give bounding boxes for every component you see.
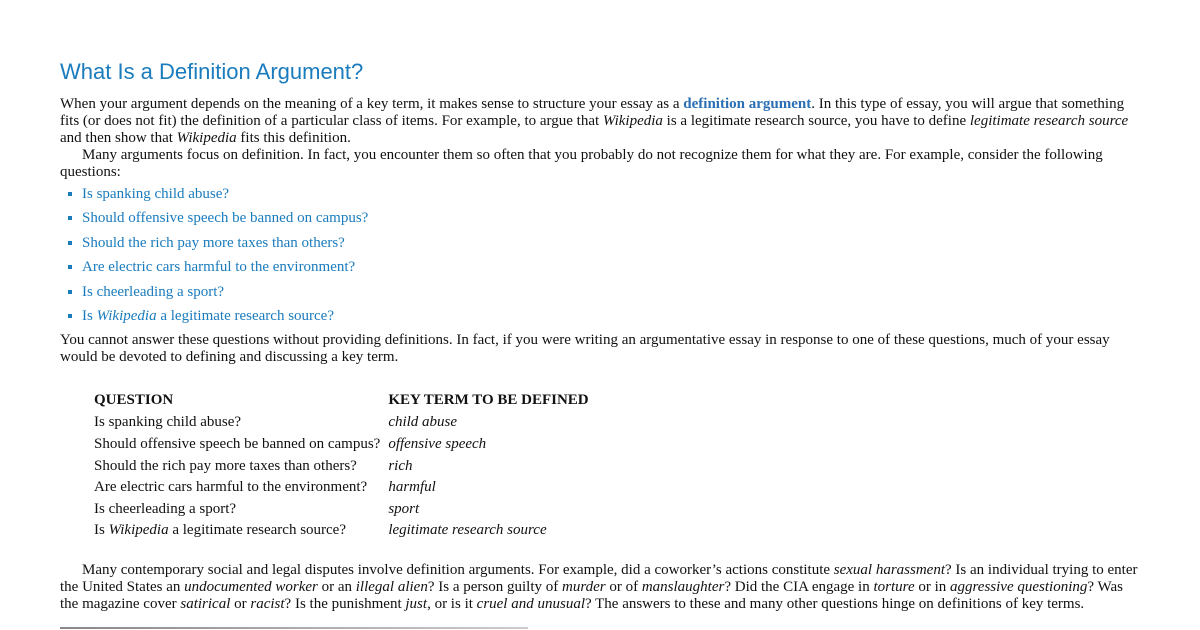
intro-paragraph: [60, 96, 1140, 147]
body-paragraph: You cannot answer these questions without providing definitions. In fact, if you were writing an argumentative essay in response to one of these questions, much of your essay would be devoted to defining and discussing a key term.: [60, 332, 1110, 366]
list-item: [60, 259, 1140, 283]
text-run: , or is it: [427, 595, 477, 612]
text-run: is a legitimate research source, you have to define: [662, 113, 970, 129]
list-item-text: Are electric cars harmful to the environment?: [82, 259, 356, 276]
bullet-icon: [68, 314, 72, 318]
text-run: Many contemporary social and legal disputes involve definition arguments. For example, did a coworker’s actions constitute: [82, 561, 834, 578]
text-run: a legitimate research source?: [168, 522, 346, 539]
question-cell: Is cheerleading a sport?: [94, 500, 237, 517]
text-run: ? The answers to these and many other questions hinge on definitions of key terms.: [584, 595, 1085, 612]
table-row: [94, 414, 597, 436]
text-run: ? Is an individual trying to enter the United States an: [60, 561, 1138, 595]
text-run: or: [230, 595, 251, 612]
italic-term: sexual harassment: [833, 561, 946, 578]
key-terms-table: [94, 392, 597, 544]
italic-term: satirical: [180, 595, 231, 612]
bullet-icon: [68, 265, 72, 269]
table-row: [94, 522, 597, 544]
text-run: or of: [605, 578, 642, 595]
list-item-text: Should the rich pay more taxes than others?: [82, 234, 345, 251]
key-term-cell: child abuse: [388, 414, 458, 431]
table-row: [94, 501, 597, 523]
text-run: . In this type of essay, you will argue that something fits (or does not fit) the definition of a particular class of items. For example, to argue that: [60, 96, 1125, 129]
italic-term: Wikipedia: [602, 113, 663, 129]
bullet-icon: [68, 192, 72, 196]
table-row: [94, 436, 597, 458]
italic-term: cruel and unusual: [476, 595, 585, 612]
column-header-key-term: KEY TERM TO BE DEFINED: [388, 392, 589, 409]
key-term-cell: legitimate research source: [388, 522, 547, 539]
key-term-cell: harmful: [388, 479, 436, 496]
list-item-text: Is spanking child abuse?: [82, 186, 230, 202]
italic-term: murder: [561, 578, 606, 595]
text-run: or an: [317, 578, 356, 595]
page-title: What Is a Definition Argument?: [60, 59, 364, 84]
text-run: When your argument depends on the meaning of a key term, it makes sense to structure your essay as a: [60, 96, 684, 112]
italic-term: aggressive questioning: [950, 578, 1088, 595]
text-run: Is: [94, 522, 109, 539]
question-list: [60, 186, 1140, 332]
text-run: ? Was the magazine cover: [60, 578, 1123, 612]
bullet-icon: [68, 241, 72, 245]
table-row: [94, 479, 597, 501]
text-run: a legitimate research source?: [156, 307, 334, 324]
table-header-row: [94, 392, 597, 414]
text-run: ? Is a person guilty of: [427, 578, 562, 595]
text-run: ? Did the CIA engage in: [724, 578, 874, 595]
italic-term: Wikipedia: [96, 307, 157, 324]
key-term-cell: sport: [388, 500, 420, 517]
question-cell: Are electric cars harmful to the environment?: [94, 479, 368, 496]
definition-argument-term-link[interactable]: definition argument: [683, 96, 812, 112]
question-cell: Is spanking child abuse?: [94, 414, 242, 431]
table-row: [94, 458, 597, 480]
intro-paragraph-2: Many arguments focus on definition. In fact, you encounter them so often that you probably do not recognize them for what they are. For example, consider the following questions:: [60, 147, 1103, 180]
text-run: or in: [914, 578, 951, 595]
bullet-icon: [68, 216, 72, 220]
question-cell: [94, 522, 388, 544]
bullet-icon: [68, 290, 72, 294]
list-item: [60, 186, 1140, 210]
closing-paragraph: [60, 562, 1140, 613]
list-item-text: Is cheerleading a sport?: [82, 283, 225, 300]
key-term-cell: offensive speech: [388, 435, 487, 452]
list-item: [60, 235, 1140, 259]
italic-term: legitimate research source: [969, 113, 1129, 129]
italic-term: just: [405, 595, 428, 612]
text-run: fits this definition.: [236, 130, 351, 146]
italic-term: Wikipedia: [108, 522, 169, 539]
text-run: Is: [82, 307, 97, 324]
text-run: ? Is the punishment: [284, 595, 406, 612]
list-item-text: Should offensive speech be banned on campus?: [82, 210, 369, 227]
article: [60, 58, 1140, 613]
italic-term: Wikipedia: [176, 130, 237, 146]
key-term-cell: rich: [388, 457, 413, 474]
italic-term: racist: [250, 595, 285, 612]
italic-term: torture: [873, 578, 915, 595]
italic-term: manslaughter: [641, 578, 725, 595]
italic-term: undocumented worker: [184, 578, 318, 595]
list-item: [60, 308, 1140, 332]
list-item: [60, 284, 1140, 308]
italic-term: illegal alien: [355, 578, 428, 595]
divider: [60, 627, 528, 629]
question-cell: Should the rich pay more taxes than others?: [94, 457, 357, 474]
text-run: and then show that: [60, 130, 177, 146]
column-header-question: QUESTION: [94, 392, 174, 409]
question-cell: Should offensive speech be banned on campus?: [94, 435, 381, 452]
list-item: [60, 210, 1140, 234]
